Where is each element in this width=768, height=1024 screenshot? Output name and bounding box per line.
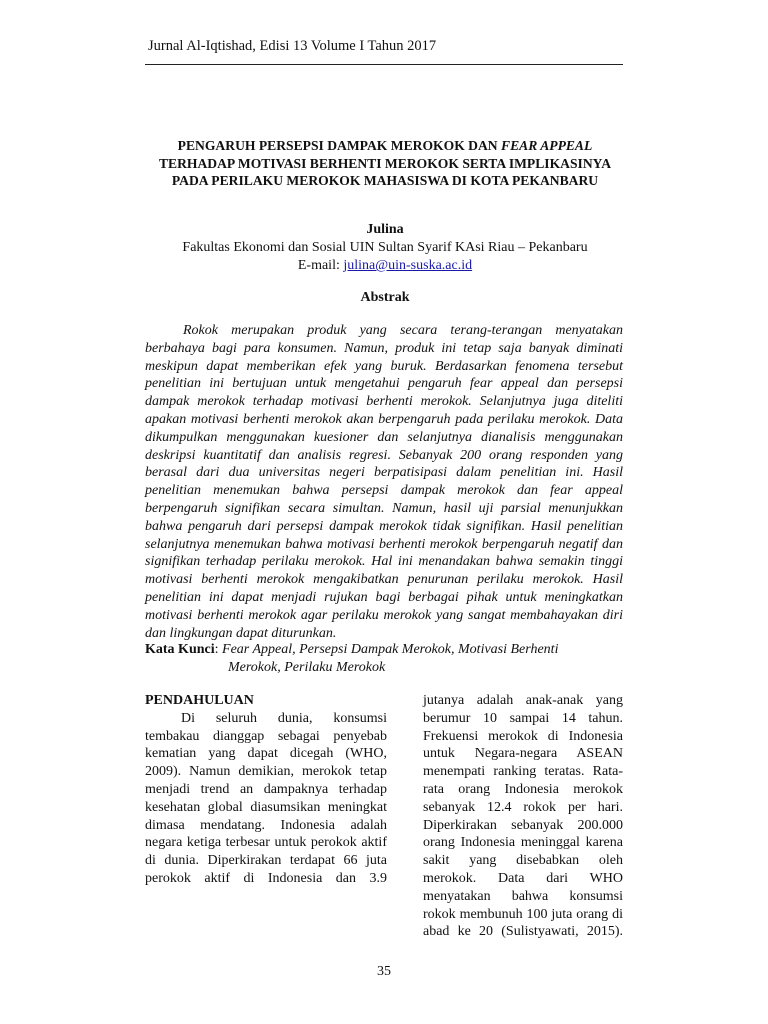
- abstract-heading: Abstrak: [360, 290, 410, 305]
- author-affiliation: Fakultas Ekonomi dan Sosial UIN Sultan Syarif KAsi Riau – Pekanbaru: [182, 240, 588, 255]
- section-heading: PENDAHULUAN: [145, 693, 254, 708]
- keywords-separator: :: [214, 642, 223, 657]
- page-number: 35: [377, 964, 391, 979]
- body-column-left: [145, 692, 387, 888]
- body-column-right: [423, 692, 623, 941]
- keywords: [145, 641, 623, 677]
- author-email-line: [150, 258, 620, 274]
- title-italic-term: FEAR APPEAL: [501, 138, 593, 153]
- keywords-label: Kata Kunci: [145, 642, 215, 657]
- email-label: E-mail:: [297, 258, 344, 273]
- title-part-1: PENGARUH PERSEPSI DAMPAK MEROKOK DAN: [177, 138, 502, 153]
- running-head: Jurnal Al-Iqtishad, Edisi 13 Volume I Tahun 2017: [148, 38, 437, 54]
- body-paragraph-left: Di seluruh dunia, konsumsi tembakau dianggap sebagai penyebab kematian yang dapat dicegah (WHO, 2009). Namun demikian, merokok tetap menjadi trend an dampaknya terhadap kesehatan global diasumsikan meningkat dimasa mendatang. Indonesia adalah negara ketiga terbesar untuk perokok aktif di dunia. Diperkirakan terdapat 66 juta perokok aktif di Indonesia dan 3.9: [145, 710, 387, 886]
- keywords-line-1: Fear Appeal, Persepsi Dampak Merokok, Motivasi Berhenti: [222, 642, 559, 657]
- abstract-text: Rokok merupakan produk yang secara terang-terangan menyatakan berbahaya bagi para konsumen. Namun, produk ini tetap saja banyak diminati meskipun dapat memberikan efek yang buruk. Berdasarkan fenomena tersebut penelitian ini bertujuan untuk mengetahui pengaruh fear appeal dan persepsi dampak merokok terhadap motivasi berhenti merokok. Selanjutnya juga diteliti apakan motivasi berhenti merokok akan berpengaruh pada perilaku merokok. Data dikumpulkan menggunakan kuesioner dan selanjutnya dianalisis menggunakan deskripsi kuantitatif dan analisis regresi. Sebanyak 200 orang responden yang berasal dari dua universitas negeri berpatisipasi dalam penelitian ini. Hasil penelitian menemukan bahwa persepsi dampak merokok dan fear appeal berpengaruh signifikan secara simultan. Namun, hasil uji parsial menunjukkan bahwa pengaruh dari persepsi dampak merokok tidak signifikan. Hasil penelitian selanjutnya menemukan bahwa motivasi berhenti merokok berpengaruh negatif dan signifikan terhadap perilaku merokok. Hal ini menandakan bahwa semakin tinggi motivasi berhenti merokok mengakibatkan penurunan perilaku merokok. Hasil penelitian ini dapat menjadi rujukan bagi berbagai pihak untuk meningkatkan motivasi berhenti merokok agar perilaku merokok yang sangat membahayakan diri dan lingkungan dapat diturunkan.: [145, 323, 623, 641]
- keywords-line-2: Merokok, Perilaku Merokok: [228, 660, 386, 675]
- header-rule: [145, 64, 623, 65]
- paper-title: [150, 137, 620, 190]
- author-name: Julina: [366, 222, 404, 237]
- email-link[interactable]: julina@uin-suska.ac.id: [343, 258, 473, 273]
- title-part-2: TERHADAP MOTIVASI BERHENTI MEROKOK SERTA IMPLIKASINYA PADA PERILAKU MEROKOK MAHASISWA DI KOTA PEKANBARU: [158, 155, 612, 188]
- body-paragraph-right: jutanya adalah anak-anak yang berumur 10 sampai 14 tahun. Frekuensi merokok di Indonesia untuk Negara-negara ASEAN menempati ranking teratas. Rata-rata orang Indonesia merokok sebanyak 12.4 rokok per hari. Diperkirakan sebanyak 200.000 orang Indonesia meninggal karena sakit yang disebabkan oleh merokok. Data dari WHO menyatakan bahwa konsumsi rokok membunuh 100 juta orang di abad ke 20 (Sulistyawati, 2015).: [423, 693, 623, 940]
